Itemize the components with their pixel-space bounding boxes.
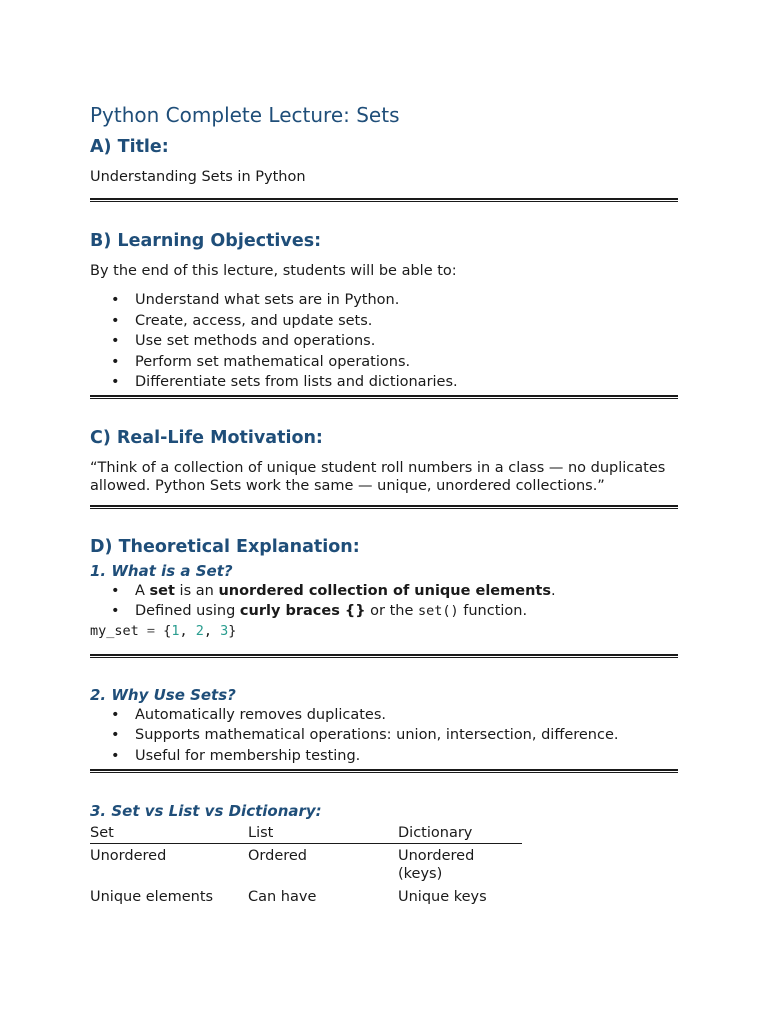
list-item: • A set is an unordered collection of unique elements. [90,581,678,602]
section-d-heading: D) Theoretical Explanation: [90,536,360,557]
table-row [90,883,522,906]
document-body [90,102,678,906]
list-item: • Differentiate sets from lists and dictionaries. [90,372,678,393]
table-cell: Unique elements [90,889,214,905]
section-a-text: Understanding Sets in Python [90,169,306,185]
list-item: • Supports mathematical operations: union, intersection, difference. [90,725,678,746]
subsection-3-heading: 3. Set vs List vs Dictionary: [90,802,322,820]
table-header-cell: List [248,823,398,844]
section-c-quote: “Think of a collection of unique student roll numbers in a class — no duplicates allowed. Python Sets work the same — unique, unordered collections.” [90,459,666,494]
section-divider [90,395,678,399]
list-item: • Perform set mathematical operations. [90,352,678,373]
set-definition-list [90,581,678,622]
table-cell: Unique keys [398,889,487,905]
section-c-heading: C) Real-Life Motivation: [90,427,323,448]
list-item: • Use set methods and operations. [90,331,678,352]
bullet-icon: • [111,747,120,764]
page-title: Python Complete Lecture: Sets [90,103,400,127]
list-item: • Automatically removes duplicates. [90,705,678,726]
section-divider [90,198,678,202]
table-cell: Unordered [90,848,167,864]
objectives-list [90,290,678,393]
section-divider [90,654,678,658]
table-cell: Can have [248,889,317,905]
code-example: my_set = {1, 2, 3} [90,622,237,639]
table-header-cell: Dictionary [398,823,522,844]
table-header-row [90,823,522,844]
table-cell: Unordered (keys) [398,848,475,882]
list-item: • Defined using curly braces {} or the set() function. [90,601,678,622]
list-item: • Understand what sets are in Python. [90,290,678,311]
table-row [90,844,522,884]
section-divider [90,769,678,773]
subsection-2-heading: 2. Why Use Sets? [90,685,236,704]
section-divider [90,505,678,509]
bullet-icon: • [111,374,120,390]
bullet-icon: • [111,353,120,370]
bullet-icon: • [111,706,120,723]
section-b-intro: By the end of this lecture, students will be able to: [90,263,457,279]
table-header-cell: Set [90,823,248,844]
section-a-heading: A) Title: [90,137,169,157]
comparison-table [90,823,522,906]
bullet-icon: • [111,603,120,619]
bullet-icon: • [111,292,120,308]
bullet-icon: • [111,727,120,743]
bullet-icon: • [111,312,120,329]
table-cell: Ordered [248,848,308,864]
bullet-icon: • [111,582,120,599]
why-sets-list [90,705,678,767]
section-b-heading: B) Learning Objectives: [90,231,322,251]
subsection-1-heading: 1. What is a Set? [90,561,233,580]
list-item: • Useful for membership testing. [90,746,678,767]
list-item: • Create, access, and update sets. [90,311,678,332]
bullet-icon: • [111,333,120,349]
